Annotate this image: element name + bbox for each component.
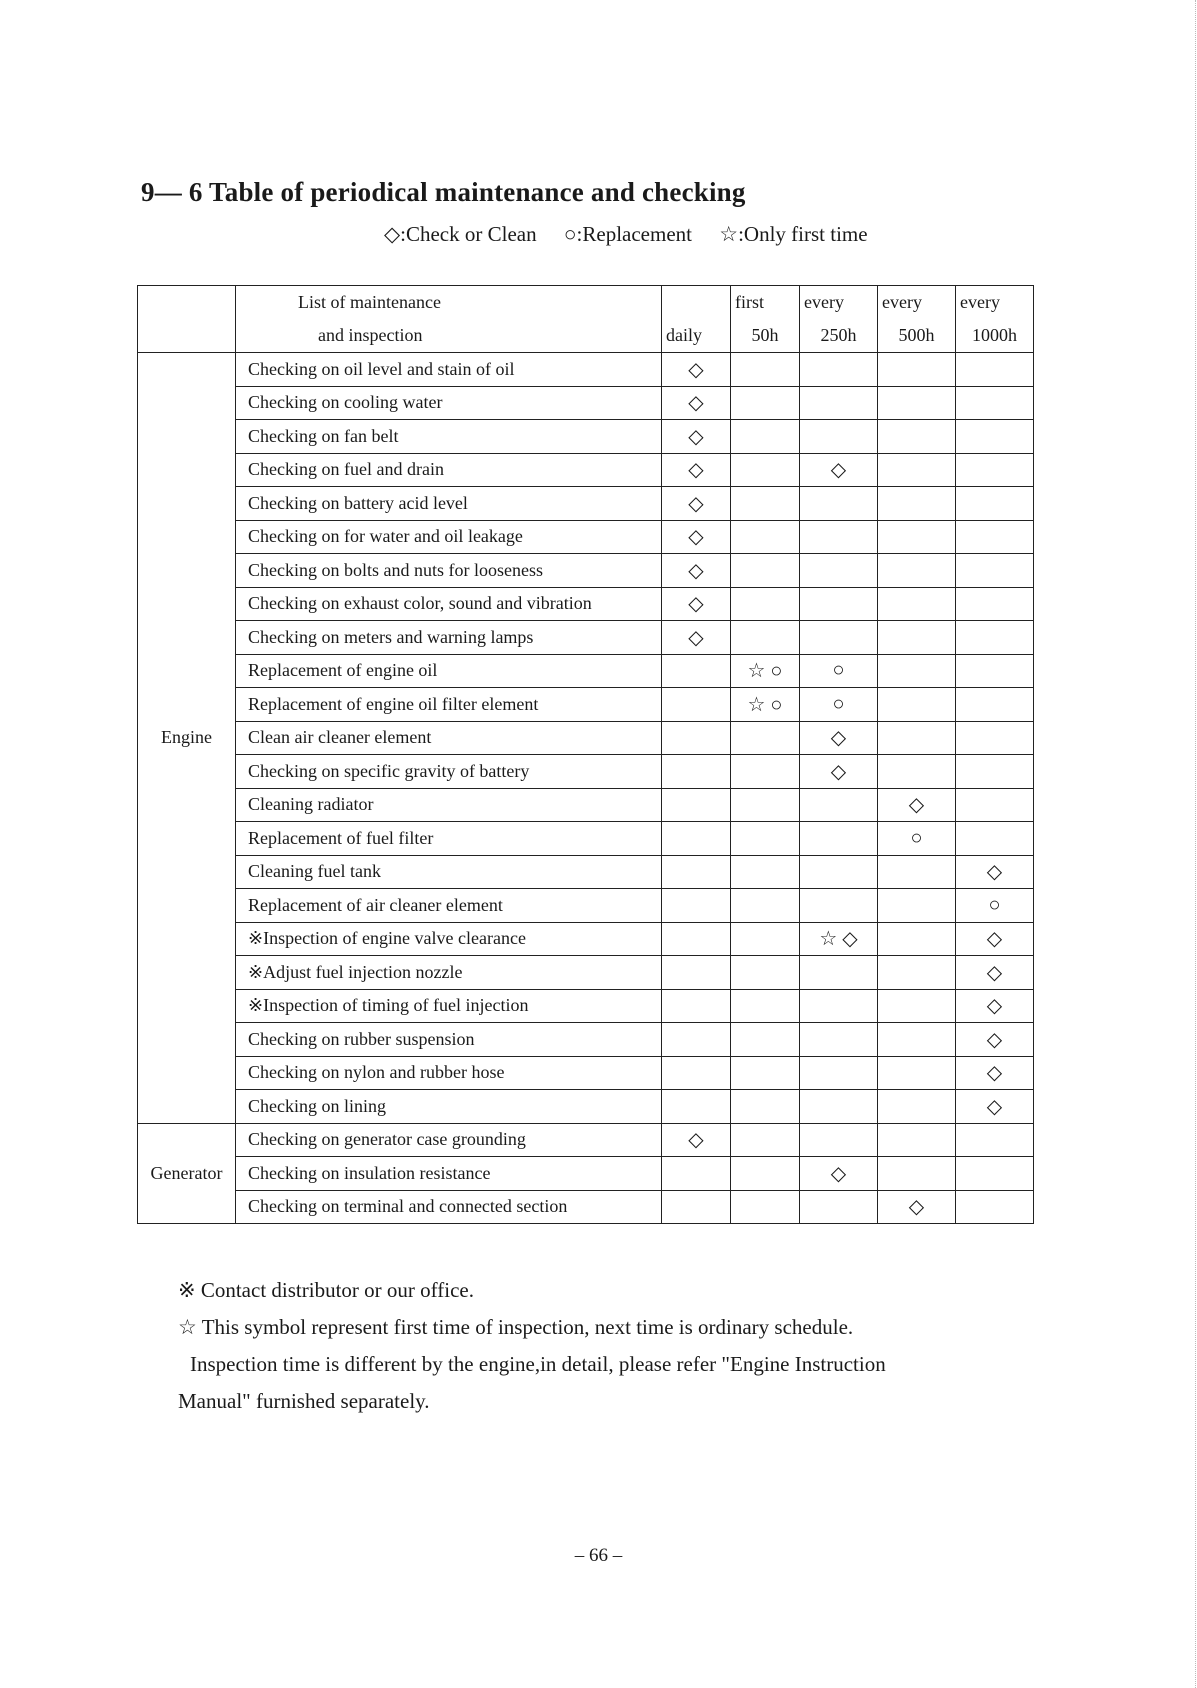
maintenance-item: ※Adjust fuel injection nozzle xyxy=(236,956,662,990)
schedule-cell-e500 xyxy=(878,1023,956,1057)
schedule-cell-e500 xyxy=(878,855,956,889)
note-manual: Manual" furnished separately. xyxy=(178,1389,430,1413)
schedule-cell-daily xyxy=(662,1157,731,1191)
header-250-bottom: 250h xyxy=(800,319,878,353)
schedule-cell-first50 xyxy=(731,1023,800,1057)
group-engine: Engine xyxy=(138,353,236,1124)
schedule-cell-e250 xyxy=(800,855,878,889)
group-generator: Generator xyxy=(138,1123,236,1224)
schedule-cell-first50: ☆ ○ xyxy=(731,654,800,688)
schedule-cell-daily xyxy=(662,889,731,923)
table-row xyxy=(138,1090,1034,1124)
maintenance-item: Checking on nylon and rubber hose xyxy=(236,1056,662,1090)
table-row xyxy=(138,353,1034,387)
schedule-cell-first50 xyxy=(731,386,800,420)
schedule-cell-e250 xyxy=(800,989,878,1023)
schedule-cell-first50 xyxy=(731,956,800,990)
header-1000-bottom: 1000h xyxy=(956,319,1034,353)
table-row xyxy=(138,688,1034,722)
schedule-cell-e1000 xyxy=(956,1123,1034,1157)
footnotes xyxy=(178,1272,886,1420)
table-row xyxy=(138,889,1034,923)
schedule-cell-daily: ◇ xyxy=(662,587,731,621)
schedule-cell-e500 xyxy=(878,554,956,588)
schedule-cell-e1000 xyxy=(956,487,1034,521)
schedule-cell-e1000 xyxy=(956,1190,1034,1224)
header-500-bottom: 500h xyxy=(878,319,956,353)
maintenance-item: Checking on fuel and drain xyxy=(236,453,662,487)
header-500-top: every xyxy=(878,286,956,320)
schedule-cell-e500 xyxy=(878,1123,956,1157)
note-first-time: ☆ This symbol represent first time of inspection, next time is ordinary schedule. xyxy=(178,1315,854,1339)
table-row xyxy=(138,487,1034,521)
schedule-cell-e1000: ◇ xyxy=(956,1090,1034,1124)
table-row xyxy=(138,453,1034,487)
table-row xyxy=(138,386,1034,420)
schedule-cell-e1000: ◇ xyxy=(956,1056,1034,1090)
schedule-cell-e500: ◇ xyxy=(878,1190,956,1224)
schedule-cell-e500 xyxy=(878,621,956,655)
schedule-cell-first50 xyxy=(731,721,800,755)
schedule-cell-e250: ◇ xyxy=(800,721,878,755)
table-row xyxy=(138,989,1034,1023)
schedule-cell-e1000: ◇ xyxy=(956,956,1034,990)
schedule-cell-e500 xyxy=(878,721,956,755)
schedule-cell-daily xyxy=(662,654,731,688)
maintenance-item: Checking on cooling water xyxy=(236,386,662,420)
maintenance-item: Clean air cleaner element xyxy=(236,721,662,755)
schedule-cell-e500 xyxy=(878,688,956,722)
maintenance-item: Replacement of fuel filter xyxy=(236,822,662,856)
schedule-cell-e250: ◇ xyxy=(800,1157,878,1191)
schedule-cell-e500 xyxy=(878,889,956,923)
schedule-cell-e1000 xyxy=(956,755,1034,789)
schedule-cell-first50 xyxy=(731,1157,800,1191)
schedule-cell-daily xyxy=(662,1090,731,1124)
maintenance-item: Checking on rubber suspension xyxy=(236,1023,662,1057)
schedule-cell-daily xyxy=(662,755,731,789)
schedule-cell-e250 xyxy=(800,554,878,588)
schedule-cell-e250 xyxy=(800,1190,878,1224)
schedule-cell-e500: ◇ xyxy=(878,788,956,822)
schedule-cell-e250 xyxy=(800,420,878,454)
schedule-cell-daily xyxy=(662,922,731,956)
schedule-cell-e500 xyxy=(878,1056,956,1090)
schedule-cell-e1000: ◇ xyxy=(956,922,1034,956)
schedule-cell-first50 xyxy=(731,1056,800,1090)
table-row xyxy=(138,855,1034,889)
schedule-cell-daily: ◇ xyxy=(662,487,731,521)
schedule-cell-e250 xyxy=(800,587,878,621)
schedule-cell-daily: ◇ xyxy=(662,420,731,454)
schedule-cell-first50: ☆ ○ xyxy=(731,688,800,722)
schedule-cell-e500 xyxy=(878,487,956,521)
schedule-cell-e1000 xyxy=(956,621,1034,655)
legend-check: ◇:Check or Clean xyxy=(384,222,537,246)
maintenance-item: Cleaning fuel tank xyxy=(236,855,662,889)
maintenance-item: Cleaning radiator xyxy=(236,788,662,822)
schedule-cell-first50 xyxy=(731,520,800,554)
schedule-cell-e1000 xyxy=(956,788,1034,822)
schedule-cell-daily xyxy=(662,855,731,889)
schedule-cell-daily xyxy=(662,688,731,722)
schedule-cell-e500 xyxy=(878,587,956,621)
schedule-cell-e250: ◇ xyxy=(800,453,878,487)
maintenance-item: ※Inspection of timing of fuel injection xyxy=(236,989,662,1023)
maintenance-item: Checking on battery acid level xyxy=(236,487,662,521)
schedule-cell-e250 xyxy=(800,889,878,923)
schedule-cell-e250 xyxy=(800,353,878,387)
legend-first-time: ☆:Only first time xyxy=(719,222,868,246)
maintenance-item: Checking on lining xyxy=(236,1090,662,1124)
schedule-cell-daily xyxy=(662,822,731,856)
schedule-cell-e500 xyxy=(878,353,956,387)
schedule-cell-e500 xyxy=(878,755,956,789)
schedule-cell-e500 xyxy=(878,1157,956,1191)
table-row xyxy=(138,755,1034,789)
schedule-cell-e250 xyxy=(800,487,878,521)
schedule-cell-first50 xyxy=(731,621,800,655)
table-row xyxy=(138,520,1034,554)
header-1000-top: every xyxy=(956,286,1034,320)
schedule-cell-daily: ◇ xyxy=(662,621,731,655)
header-first-top: first xyxy=(731,286,800,320)
schedule-cell-first50 xyxy=(731,587,800,621)
schedule-cell-daily xyxy=(662,788,731,822)
schedule-cell-first50 xyxy=(731,822,800,856)
schedule-cell-daily: ◇ xyxy=(662,386,731,420)
maintenance-item: Checking on oil level and stain of oil xyxy=(236,353,662,387)
schedule-cell-e250 xyxy=(800,1123,878,1157)
header-list-line2: and inspection xyxy=(236,319,662,353)
schedule-cell-e500 xyxy=(878,956,956,990)
schedule-cell-daily xyxy=(662,1023,731,1057)
schedule-cell-e500 xyxy=(878,453,956,487)
schedule-cell-daily xyxy=(662,989,731,1023)
schedule-cell-e1000: ◇ xyxy=(956,1023,1034,1057)
schedule-cell-first50 xyxy=(731,989,800,1023)
schedule-cell-e250 xyxy=(800,956,878,990)
schedule-cell-e500 xyxy=(878,520,956,554)
header-250-top: every xyxy=(800,286,878,320)
schedule-cell-first50 xyxy=(731,855,800,889)
schedule-cell-e1000 xyxy=(956,420,1034,454)
table-row xyxy=(138,1023,1034,1057)
header-corner xyxy=(138,286,236,353)
table-row xyxy=(138,1123,1034,1157)
schedule-cell-e1000: ◇ xyxy=(956,989,1034,1023)
schedule-cell-e250 xyxy=(800,386,878,420)
table-row xyxy=(138,956,1034,990)
schedule-cell-e500 xyxy=(878,386,956,420)
schedule-cell-e250 xyxy=(800,822,878,856)
schedule-cell-e1000: ◇ xyxy=(956,855,1034,889)
schedule-cell-e250 xyxy=(800,1090,878,1124)
maintenance-item: Checking on meters and warning lamps xyxy=(236,621,662,655)
maintenance-item: Checking on exhaust color, sound and vibration xyxy=(236,587,662,621)
schedule-cell-e250 xyxy=(800,1056,878,1090)
schedule-cell-e500 xyxy=(878,420,956,454)
table-row xyxy=(138,654,1034,688)
header-first-bottom: 50h xyxy=(731,319,800,353)
page-number: – 66 – xyxy=(574,1545,623,1566)
schedule-cell-e500 xyxy=(878,922,956,956)
schedule-cell-e500 xyxy=(878,654,956,688)
table-row xyxy=(138,554,1034,588)
schedule-cell-first50 xyxy=(731,1123,800,1157)
schedule-cell-first50 xyxy=(731,788,800,822)
symbol-legend xyxy=(384,222,890,247)
header-list-line1: List of maintenance xyxy=(236,286,662,320)
table-row xyxy=(138,788,1034,822)
schedule-cell-first50 xyxy=(731,420,800,454)
schedule-cell-daily xyxy=(662,721,731,755)
maintenance-item: Checking on terminal and connected section xyxy=(236,1190,662,1224)
note-contact: ※ Contact distributor or our office. xyxy=(178,1278,474,1302)
page-title: 9— 6 Table of periodical maintenance and checking xyxy=(141,177,746,207)
maintenance-item: Replacement of engine oil filter element xyxy=(236,688,662,722)
schedule-cell-daily xyxy=(662,956,731,990)
schedule-cell-first50 xyxy=(731,889,800,923)
table-row xyxy=(138,922,1034,956)
schedule-cell-e250: ◇ xyxy=(800,755,878,789)
schedule-cell-e250 xyxy=(800,621,878,655)
maintenance-item: Checking on bolts and nuts for looseness xyxy=(236,554,662,588)
schedule-cell-first50 xyxy=(731,1190,800,1224)
schedule-cell-daily xyxy=(662,1056,731,1090)
header-daily: daily xyxy=(662,319,731,353)
maintenance-table xyxy=(137,285,1034,1224)
schedule-cell-e1000 xyxy=(956,654,1034,688)
schedule-cell-daily: ◇ xyxy=(662,353,731,387)
table-row xyxy=(138,1157,1034,1191)
schedule-cell-e250: ○ xyxy=(800,688,878,722)
table-row xyxy=(138,621,1034,655)
table-row xyxy=(138,822,1034,856)
schedule-cell-e250: ☆ ◇ xyxy=(800,922,878,956)
schedule-cell-e1000 xyxy=(956,1157,1034,1191)
maintenance-item: Checking on insulation resistance xyxy=(236,1157,662,1191)
table-row xyxy=(138,1056,1034,1090)
table-row xyxy=(138,587,1034,621)
schedule-cell-first50 xyxy=(731,453,800,487)
schedule-cell-e500 xyxy=(878,1090,956,1124)
schedule-cell-e1000 xyxy=(956,587,1034,621)
schedule-cell-daily: ◇ xyxy=(662,520,731,554)
schedule-cell-e250 xyxy=(800,520,878,554)
maintenance-item: Checking on specific gravity of battery xyxy=(236,755,662,789)
table-row xyxy=(138,721,1034,755)
schedule-cell-first50 xyxy=(731,554,800,588)
schedule-cell-e1000 xyxy=(956,822,1034,856)
schedule-cell-e1000 xyxy=(956,688,1034,722)
schedule-cell-e1000 xyxy=(956,353,1034,387)
maintenance-item: Checking on for water and oil leakage xyxy=(236,520,662,554)
legend-replacement: ○:Replacement xyxy=(563,222,692,246)
schedule-cell-first50 xyxy=(731,487,800,521)
header-daily-top xyxy=(662,286,731,320)
schedule-cell-e1000 xyxy=(956,520,1034,554)
schedule-cell-first50 xyxy=(731,353,800,387)
schedule-cell-daily: ◇ xyxy=(662,554,731,588)
schedule-cell-daily: ◇ xyxy=(662,1123,731,1157)
schedule-cell-e1000 xyxy=(956,721,1034,755)
maintenance-item: Checking on generator case grounding xyxy=(236,1123,662,1157)
schedule-cell-e1000: ○ xyxy=(956,889,1034,923)
maintenance-item: Checking on fan belt xyxy=(236,420,662,454)
schedule-cell-first50 xyxy=(731,922,800,956)
maintenance-item: ※Inspection of engine valve clearance xyxy=(236,922,662,956)
table-row xyxy=(138,420,1034,454)
schedule-cell-daily: ◇ xyxy=(662,453,731,487)
schedule-cell-e500 xyxy=(878,989,956,1023)
schedule-cell-first50 xyxy=(731,755,800,789)
note-inspection-time: Inspection time is different by the engine,in detail, please refer "Engine Instruction xyxy=(190,1352,886,1376)
schedule-cell-e1000 xyxy=(956,386,1034,420)
schedule-cell-e1000 xyxy=(956,453,1034,487)
maintenance-item: Replacement of engine oil xyxy=(236,654,662,688)
schedule-cell-e250: ○ xyxy=(800,654,878,688)
schedule-cell-first50 xyxy=(731,1090,800,1124)
maintenance-item: Replacement of air cleaner element xyxy=(236,889,662,923)
schedule-cell-e250 xyxy=(800,1023,878,1057)
schedule-cell-e1000 xyxy=(956,554,1034,588)
schedule-cell-e500: ○ xyxy=(878,822,956,856)
schedule-cell-daily xyxy=(662,1190,731,1224)
schedule-cell-e250 xyxy=(800,788,878,822)
table-row xyxy=(138,1190,1034,1224)
